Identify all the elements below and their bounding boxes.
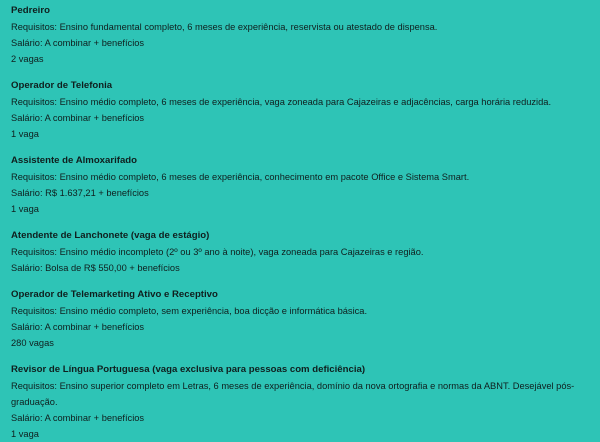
job-requirements: Requisitos: Ensino médio completo, 6 meses de experiência, conhecimento em pacote Office e Sistema Smart.: [11, 172, 470, 182]
job-salary: Salário: A combinar + benefícios: [11, 113, 145, 123]
job-listing: [11, 362, 588, 442]
job-title: Operador de Telefonia: [11, 80, 113, 91]
job-title: Atendente de Lanchonete (vaga de estágio): [11, 230, 210, 241]
job-listing: [11, 78, 588, 142]
job-requirements: Requisitos: Ensino médio completo, 6 meses de experiência, vaga zoneada para Cajazeiras e adjacências, carga horária reduzida.: [11, 97, 552, 107]
job-title: Operador de Telemarketing Ativo e Receptivo: [11, 289, 218, 300]
job-openings: 1 vaga: [11, 129, 39, 139]
job-title: Revisor de Língua Portuguesa (vaga exclusiva para pessoas com deficiência): [11, 364, 366, 375]
job-salary: Salário: A combinar + benefícios: [11, 322, 145, 332]
job-title: Pedreiro: [11, 5, 50, 16]
job-requirements: Requisitos: Ensino médio completo, sem experiência, boa dicção e informática básica.: [11, 306, 368, 316]
job-listing: [11, 3, 588, 67]
job-listing: [11, 153, 588, 217]
job-listing: [11, 228, 588, 276]
job-salary: Salário: A combinar + benefícios: [11, 413, 145, 423]
job-salary: Salário: R$ 1.637,21 + benefícios: [11, 188, 149, 198]
job-salary: Salário: Bolsa de R$ 550,00 + benefícios: [11, 263, 180, 273]
job-openings: 2 vagas: [11, 54, 44, 64]
job-openings: 280 vagas: [11, 338, 54, 348]
job-listing: [11, 287, 588, 351]
job-salary: Salário: A combinar + benefícios: [11, 38, 145, 48]
job-requirements: Requisitos: Ensino superior completo em Letras, 6 meses de experiência, domínio da nova ortografia e normas da ABNT. Desejável pós-graduação.: [11, 381, 575, 407]
job-title: Assistente de Almoxarifado: [11, 155, 137, 166]
job-requirements: Requisitos: Ensino médio incompleto (2º ou 3º ano à noite), vaga zoneada para Cajazeiras e região.: [11, 247, 424, 257]
job-openings: 1 vaga: [11, 204, 39, 214]
job-requirements: Requisitos: Ensino fundamental completo, 6 meses de experiência, reservista ou atestado de dispensa.: [11, 22, 438, 32]
job-openings: 1 vaga: [11, 429, 39, 439]
